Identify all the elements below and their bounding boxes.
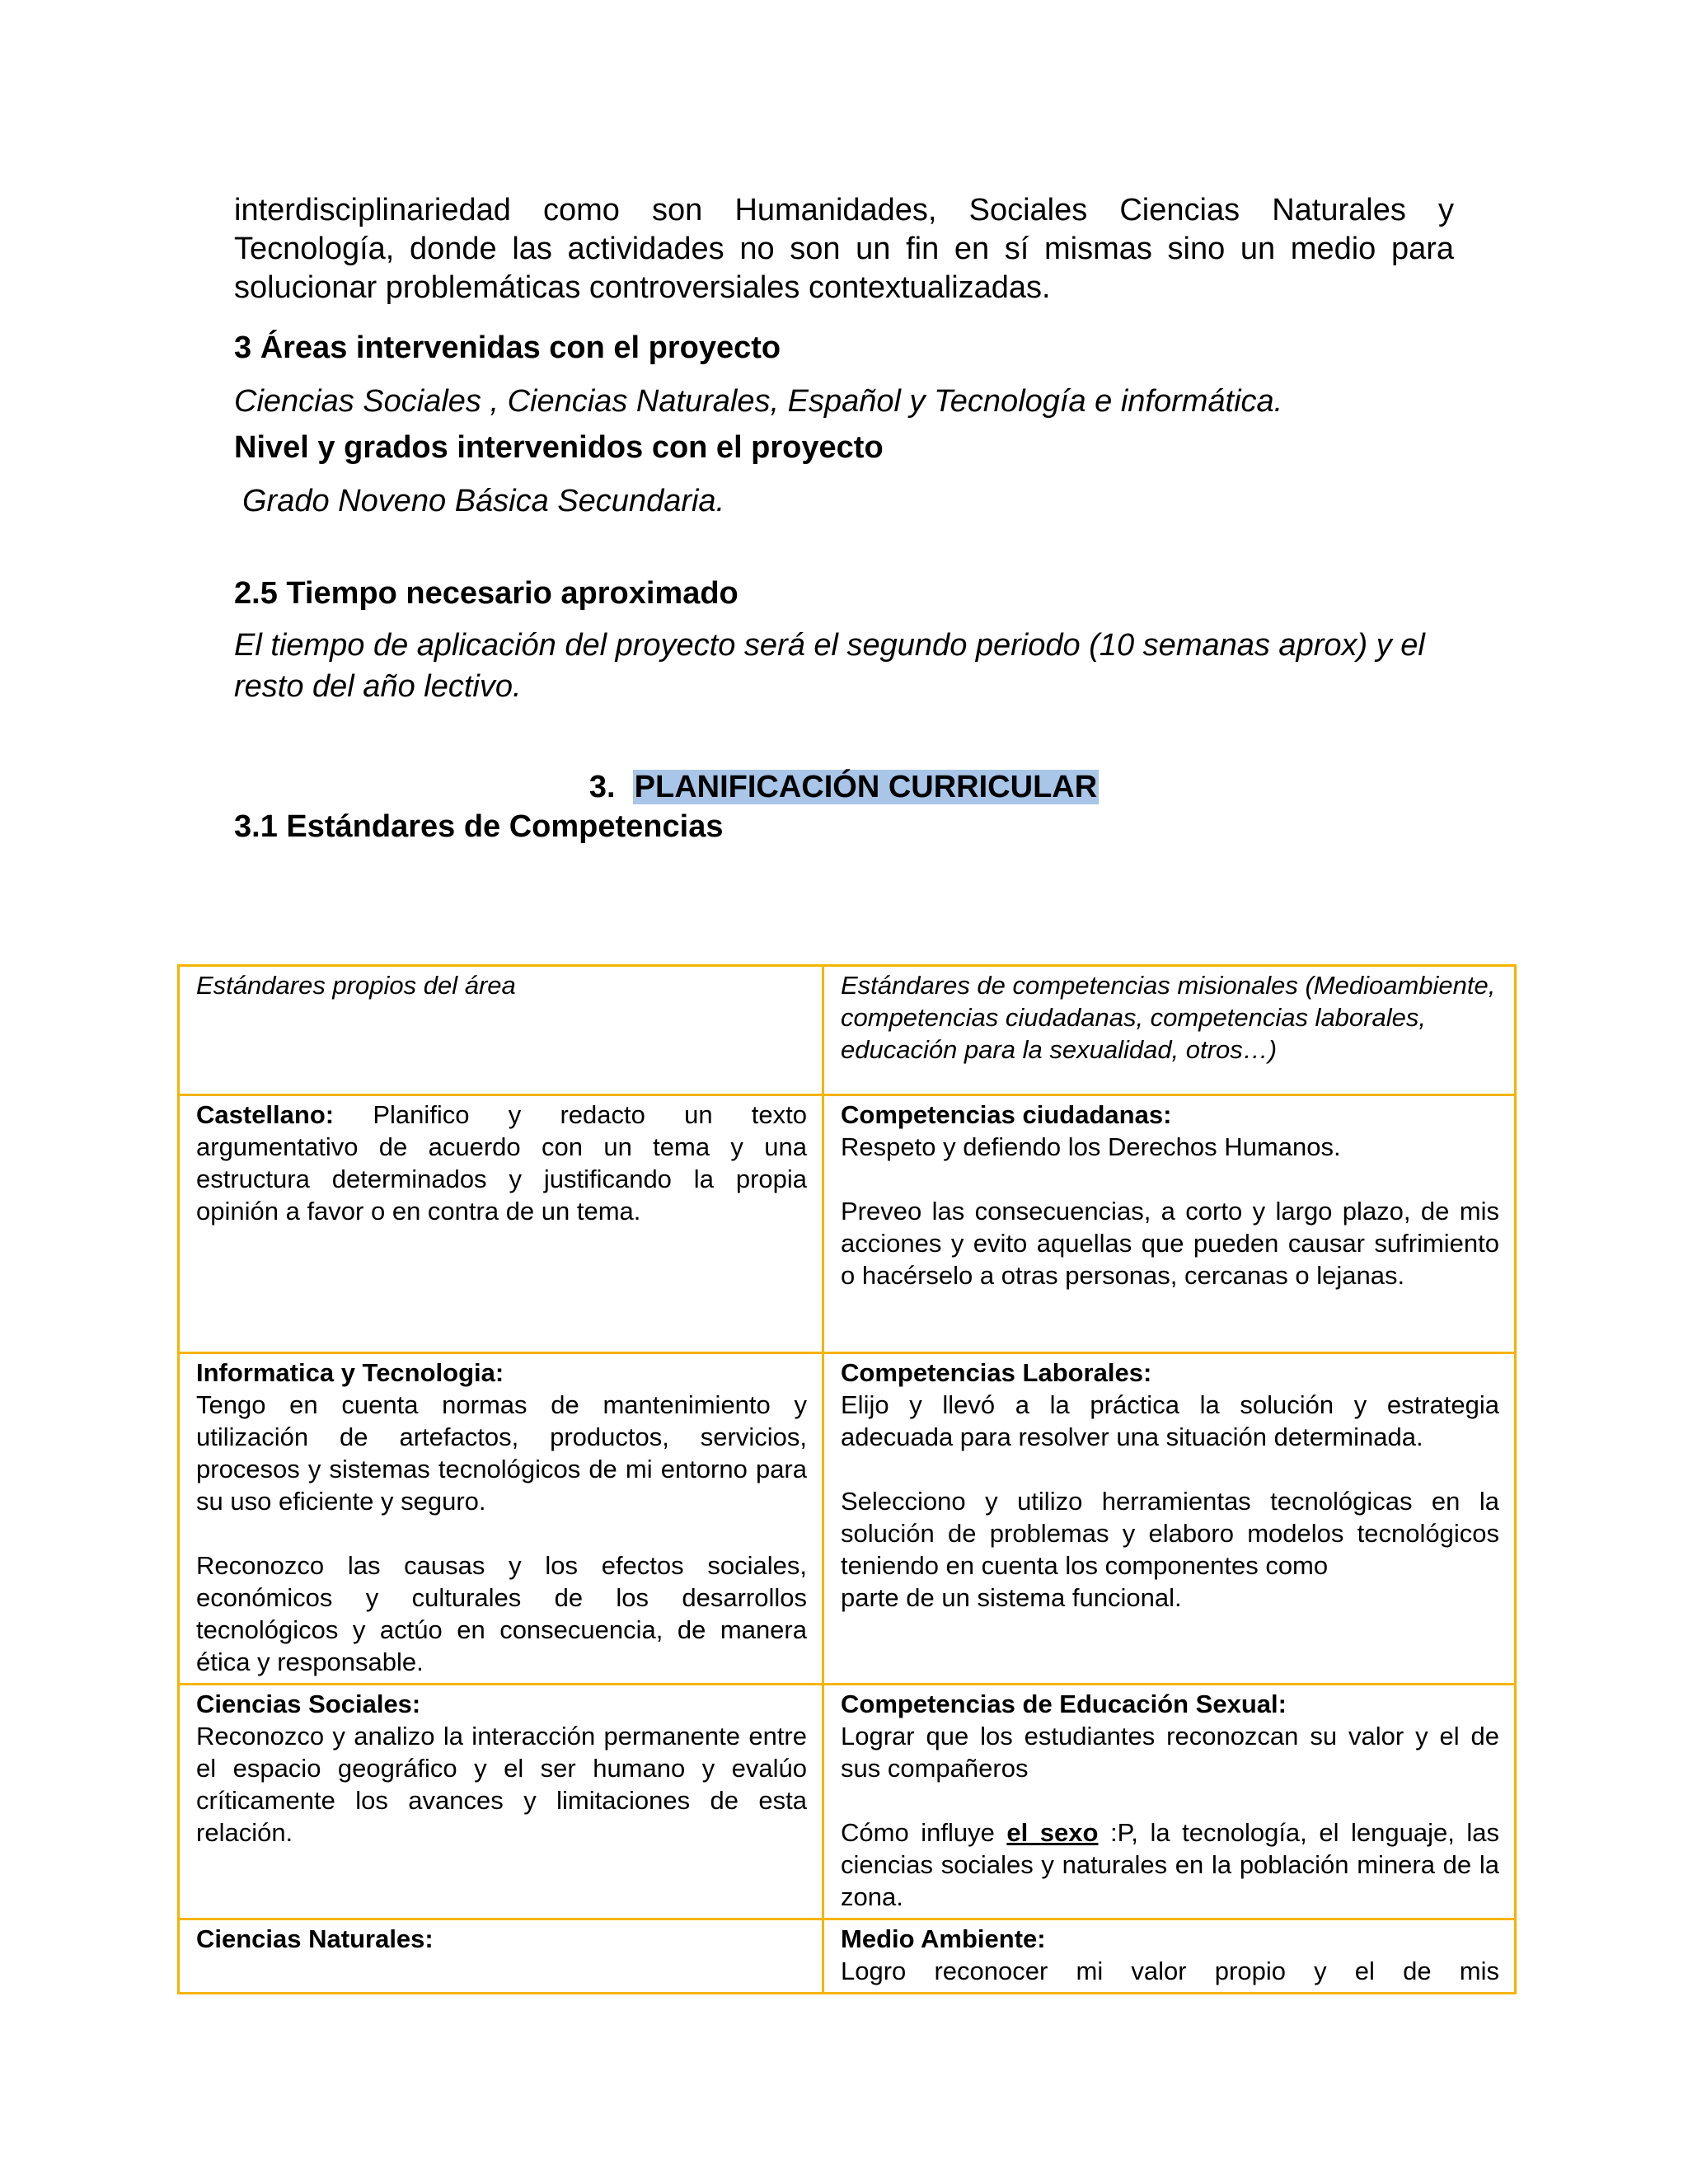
- cell-competencias-ciudadanas: [823, 1095, 1516, 1353]
- cell-ciencias-sociales: [179, 1685, 823, 1919]
- cell-informatica: [179, 1353, 823, 1685]
- areas-heading: 3 Áreas intervenidas con el proyecto: [234, 330, 781, 365]
- castellano-label: Castellano:: [196, 1100, 335, 1129]
- ciudadanas-label: Competencias ciudadanas:: [841, 1100, 1172, 1129]
- table-row: [179, 1095, 1516, 1353]
- header-right: Estándares de competencias misionales (Medioambiente, competencias ciudadanas, competencias laborales, educación para la sexualidad, otros…): [823, 966, 1516, 1095]
- laborales-text-1: Elijo y llevó a la práctica la solución y estrategia adecuada para resolver una situación determinada.: [841, 1390, 1499, 1451]
- sociales-label: Ciencias Sociales:: [196, 1690, 421, 1718]
- table-row: [179, 1353, 1516, 1685]
- areas-text: Ciencias Sociales , Ciencias Naturales, Español y Tecnología e informática.: [234, 384, 1283, 419]
- informatica-text-1: Tengo en cuenta normas de mantenimiento y utilización de artefactos, productos, servicios, procesos y sistemas tecnológicos de mi entorno para su uso eficiente y seguro.: [196, 1390, 807, 1516]
- medio-ambiente-label: Medio Ambiente:: [841, 1924, 1046, 1953]
- naturales-label: Ciencias Naturales:: [196, 1924, 434, 1953]
- header-left: Estándares propios del área: [179, 966, 823, 1095]
- ciudadanas-text-1: Respeto y defiendo los Derechos Humanos.: [841, 1132, 1341, 1161]
- tiempo-text: El tiempo de aplicación del proyecto será el segundo periodo (10 semanas aprox) y el resto del año lectivo.: [234, 628, 1425, 704]
- laborales-text-3: parte de un sistema funcional.: [841, 1583, 1182, 1612]
- cell-ciencias-naturales: [179, 1919, 823, 1994]
- cell-castellano: [179, 1095, 823, 1353]
- table-row: [179, 1919, 1516, 1994]
- laborales-text-2: Selecciono y utilizo herramientas tecnológicas en la solución de problemas y elaboro modelos tecnológicos teniendo en cuenta los componentes como: [841, 1487, 1499, 1580]
- cell-competencias-laborales: [823, 1353, 1516, 1685]
- cell-medio-ambiente: [823, 1919, 1516, 1994]
- cell-educacion-sexual: [823, 1685, 1516, 1919]
- informatica-label: Informatica y Tecnologia:: [196, 1358, 504, 1387]
- nivel-heading: Nivel y grados intervenidos con el proyecto: [234, 430, 884, 465]
- sociales-text: Reconozco y analizo la interacción permanente entre el espacio geográfico y el ser humano y evalúo críticamente los avances y limitaciones de esta relación.: [196, 1722, 807, 1847]
- el-sexo-emphasis: el sexo: [1006, 1818, 1099, 1847]
- ciudadanas-text-2: Preveo las consecuencias, a corto y largo plazo, de mis acciones y evito aquellas que pueden causar sufrimiento o hacérselo a otras personas, cercanas o lejanas.: [841, 1197, 1499, 1290]
- nivel-text: Grado Noveno Básica Secundaria.: [242, 484, 725, 518]
- informatica-text-2: Reconozco las causas y los efectos sociales, económicos y culturales de los desarrollos tecnológicos y actúo en consecuencia, de manera ética y responsable.: [196, 1551, 807, 1676]
- castellano-text: Planifico y redacto un texto argumentativo de acuerdo con un tema y una estructura determinados y justificando la propia opinión a favor o en contra de un tema.: [196, 1100, 807, 1226]
- educacion-sexual-text-1: Lograr que los estudiantes reconozcan su valor y el de sus compañeros: [841, 1722, 1499, 1783]
- laborales-label: Competencias Laborales:: [841, 1358, 1152, 1387]
- tiempo-heading: 2.5 Tiempo necesario aproximado: [234, 576, 738, 611]
- medio-ambiente-text: Logro reconocer mi valor propio y el de mis: [841, 1957, 1499, 1985]
- document-body: [234, 191, 1454, 846]
- educacion-sexual-label: Competencias de Educación Sexual:: [841, 1690, 1287, 1718]
- competencias-subheading: 3.1 Estándares de Competencias: [234, 809, 724, 844]
- table-header-row: [179, 966, 1516, 1095]
- table-row: [179, 1685, 1516, 1919]
- section-title: [234, 766, 1454, 808]
- section-number: 3.: [588, 770, 616, 804]
- educacion-sexual-text-2: Cómo influye el sexo :P, la tecnología, el lenguaje, las ciencias sociales y naturales en la población minera de la zona.: [841, 1818, 1500, 1911]
- intro-paragraph: interdisciplinariedad como son Humanidades, Sociales Ciencias Naturales y Tecnología, donde las actividades no son un fin en sí mismas sino un medio para solucionar problemáticas controversiales contextualizadas.: [234, 193, 1454, 305]
- section-title-text: PLANIFICACIÓN CURRICULAR: [634, 770, 1098, 804]
- standards-table: [177, 964, 1517, 1994]
